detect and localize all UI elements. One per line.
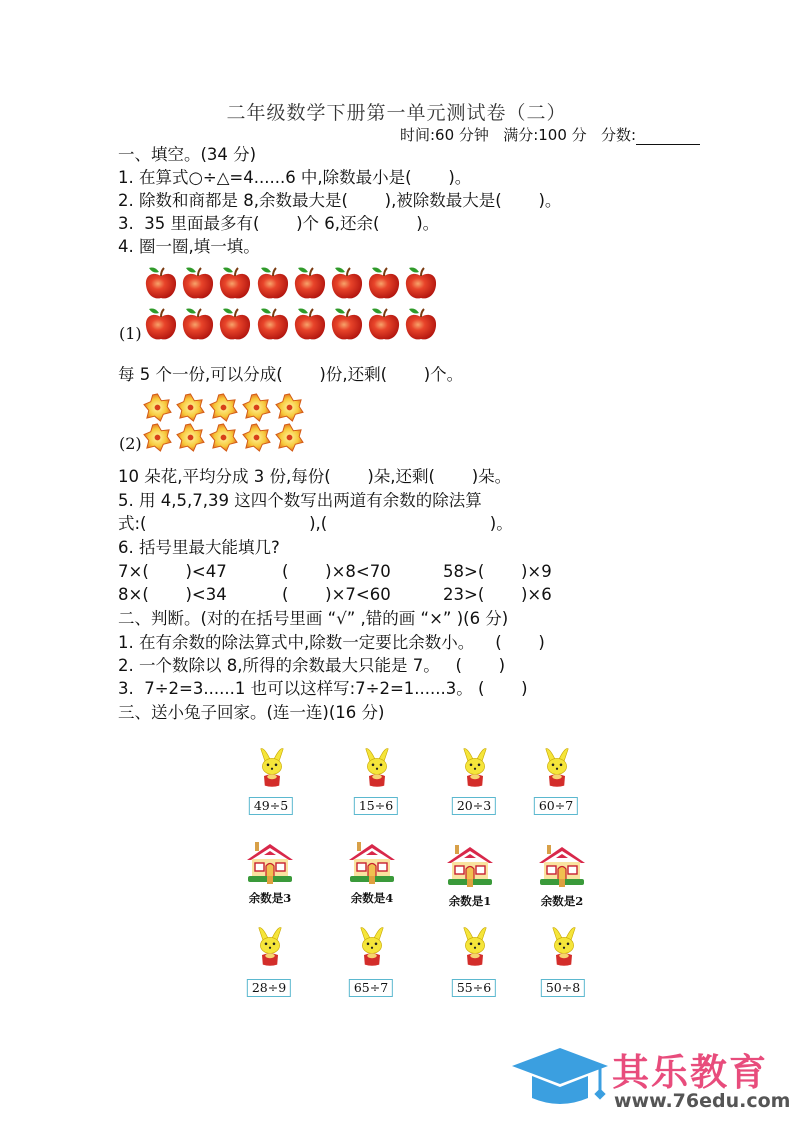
apple-icon [180, 265, 216, 301]
q6-item: 7×( )<47 [118, 562, 227, 581]
house-icon [537, 843, 587, 889]
house-card[interactable] [235, 840, 305, 912]
flower-icon [274, 393, 305, 422]
house-card[interactable] [435, 843, 505, 915]
section1-q6: 6. 括号里最大能填几? [118, 538, 280, 557]
rabbit-card[interactable] [236, 745, 306, 815]
apple-row-1 [143, 265, 441, 301]
q4-part1-text: 每 5 个一份,可以分成( )份,还剩( )个。 [118, 365, 464, 384]
section1-q1: 1. 在算式○÷△=4......6 中,除数最小是( )。 [118, 168, 472, 187]
house-icon [245, 840, 295, 886]
flower-icon [241, 423, 272, 452]
section1-q2: 2. 除数和商都是 8,余数最大是( ),被除数最大是( )。 [118, 191, 562, 210]
rabbit-card[interactable] [439, 923, 509, 997]
apple-icon [143, 306, 179, 342]
rabbit-card[interactable] [234, 923, 304, 997]
section2-q1: 1. 在有余数的除法算式中,除数一定要比余数小。 ( ) [118, 633, 545, 652]
apple-icon [292, 306, 328, 342]
rabbit-icon [361, 745, 393, 791]
rabbit-equation: 55÷6 [452, 979, 496, 997]
apple-icon [329, 306, 365, 342]
q4-part2-text: 10 朵花,平均分成 3 份,每份( )朵,还剩( )朵。 [118, 467, 512, 486]
q6-item: 8×( )<34 [118, 585, 227, 604]
apple-icon [255, 306, 291, 342]
section2-q2: 2. 一个数除以 8,所得的余数最大只能是 7。 ( ) [118, 656, 506, 675]
apple-icon [292, 265, 328, 301]
q6-item: 23>( )×6 [443, 585, 552, 604]
house-icon [445, 843, 495, 889]
house-icon [347, 840, 397, 886]
q6-item: ( )×8<70 [282, 562, 391, 581]
apple-icon [217, 265, 253, 301]
section1-heading: 一、填空。(34 分) [118, 145, 257, 164]
section1-q5-line2: 式:( ),( )。 [118, 514, 513, 533]
rabbit-icon [548, 923, 580, 971]
section3-heading: 三、送小兔子回家。(连一连)(16 分) [118, 703, 385, 722]
apple-icon [255, 265, 291, 301]
flower-icon [208, 423, 239, 452]
graduation-cap-icon [510, 1046, 610, 1108]
rabbit-icon [356, 923, 388, 971]
rabbit-equation: 20÷3 [452, 797, 496, 815]
q4-part2-label: (2) [119, 434, 142, 453]
apple-icon [403, 306, 439, 342]
house-label: 余数是2 [540, 894, 584, 908]
apple-icon [217, 306, 253, 342]
rabbit-equation: 15÷6 [354, 797, 398, 815]
brand-logo[interactable] [510, 1042, 790, 1117]
flower-icon [208, 393, 239, 422]
rabbit-card[interactable] [336, 923, 406, 997]
flower-row-1 [142, 393, 307, 422]
section2-q3: 3. 7÷2=3......1 也可以这样写:7÷2=1......3。 ( ) [118, 679, 528, 698]
house-label: 余数是1 [448, 894, 492, 908]
section2-heading: 二、判断。(对的在括号里画 “√” ,错的画 “×” )(6 分) [118, 609, 509, 628]
score-blank[interactable] [636, 130, 700, 145]
apple-icon [366, 265, 402, 301]
flower-icon [175, 423, 206, 452]
flower-icon [142, 423, 173, 452]
rabbit-equation: 49÷5 [249, 797, 293, 815]
flower-icon [274, 423, 305, 452]
brand-url: www.76edu.com [614, 1090, 791, 1112]
apple-icon [403, 265, 439, 301]
section1-q3: 3. 35 里面最多有( )个 6,还余( )。 [118, 214, 440, 233]
rabbit-icon [541, 745, 573, 791]
rabbit-equation: 65÷7 [349, 979, 393, 997]
apple-icon [329, 265, 365, 301]
apple-icon [180, 306, 216, 342]
apple-row-2 [143, 306, 441, 342]
brand-name: 其乐教育 [612, 1051, 768, 1094]
rabbit-card[interactable] [439, 745, 509, 815]
rabbit-equation: 60÷7 [534, 797, 578, 815]
apple-icon [366, 306, 402, 342]
flower-icon [142, 393, 173, 422]
rabbit-card[interactable] [521, 745, 591, 815]
house-label: 余数是3 [248, 891, 292, 905]
section1-q5-line1: 5. 用 4,5,7,39 这四个数写出两道有余数的除法算 [118, 491, 482, 510]
flower-icon [175, 393, 206, 422]
q6-item: ( )×7<60 [282, 585, 391, 604]
apple-icon [143, 265, 179, 301]
rabbit-equation: 50÷8 [541, 979, 585, 997]
house-card[interactable] [527, 843, 597, 915]
house-label: 余数是4 [350, 891, 394, 905]
house-card[interactable] [337, 840, 407, 912]
flower-row-2 [142, 423, 307, 452]
rabbit-icon [459, 923, 491, 971]
rabbit-card[interactable] [341, 745, 411, 815]
rabbit-equation: 28÷9 [247, 979, 291, 997]
rabbit-icon [254, 923, 286, 971]
exam-meta-text: 时间:60 分钟 满分:100 分 分数: [400, 126, 637, 144]
page-title: 二年级数学下册第一单元测试卷（二） [226, 102, 567, 124]
rabbit-card[interactable] [528, 923, 598, 997]
q6-item: 58>( )×9 [443, 562, 552, 581]
flower-icon [241, 393, 272, 422]
rabbit-icon [256, 745, 288, 791]
exam-meta [400, 124, 700, 145]
q4-part1-label: (1) [119, 324, 142, 343]
section1-q4: 4. 圈一圈,填一填。 [118, 237, 260, 256]
rabbit-icon [459, 745, 491, 791]
